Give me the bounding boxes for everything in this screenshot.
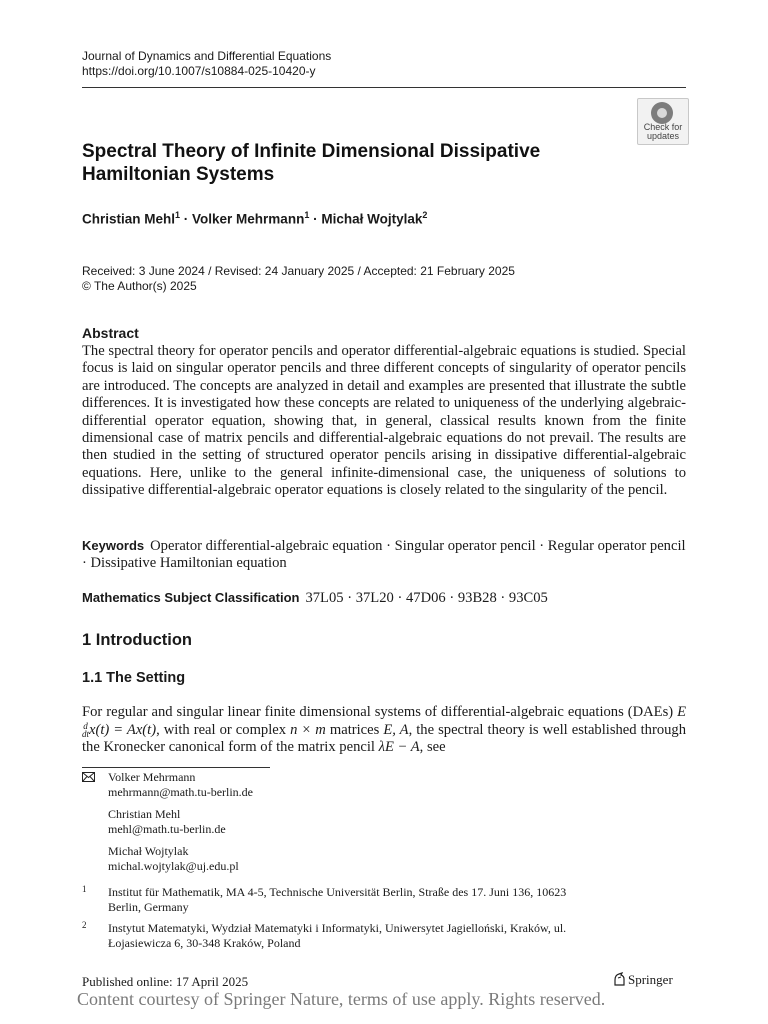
crossmark-icon [651, 102, 673, 124]
author-separator: · [180, 211, 193, 227]
intro-text: , the spectral theory is well established through the Kronecker canonical form of the matrix pencil [82, 721, 687, 756]
author-name[interactable]: Volker Mehrmann [192, 211, 305, 227]
article-history [82, 264, 515, 294]
contact-entry [108, 844, 253, 874]
title-line-1: Spectral Theory of Infinite Dimensional Dissipative [82, 141, 541, 162]
courtesy-notice: Content courtesy of Springer Nature, terms of use apply. Rights reserved. [77, 989, 606, 1009]
msc-label: Mathematics Subject Classification [82, 590, 300, 605]
author-list [82, 210, 427, 227]
envelope-icon [82, 772, 95, 782]
intro-paragraph [82, 704, 686, 757]
abstract-heading: Abstract [82, 325, 139, 341]
affiliation-2 [82, 921, 686, 951]
affiliation-line: Institut für Mathematik, MA 4-5, Technische Universität Berlin, Straße des 17. Juni 136, 10623 [108, 885, 567, 899]
header-divider [82, 87, 686, 88]
keywords-block [82, 537, 686, 573]
math-fraction [82, 722, 89, 738]
publisher-name: Springer [628, 972, 673, 987]
keywords-label: Keywords [82, 538, 145, 553]
intro-text: , with real or complex [156, 721, 291, 738]
math-matrices: E, A [383, 721, 409, 738]
copyright-line: © The Author(s) 2025 [82, 279, 197, 293]
affiliation-number: 1 [82, 884, 87, 894]
fraction-denominator: dt [82, 729, 90, 740]
affiliation-line: Berlin, Germany [108, 900, 189, 914]
author-affiliation-mark: 1 [304, 210, 310, 220]
affiliation-1 [82, 885, 686, 915]
affiliation-line: Łojasiewicza 6, 30-348 Kraków, Poland [108, 936, 301, 950]
abstract-body: The spectral theory for operator pencils and operator differential-algebraic equations is studied. Special focus is laid on singular operator pencils and three different concepts of singularity of operator pencils are introduced. The concepts are analyzed in detail and examples are presented that illustrate the subtle differences. It is investigated how these concepts are related to uniqueness of the underlying algebraic-differential operator equation, showing that, in general, classical results known from the finite dimensional case of matrix pencils and differential-algebraic equations do not prevail. The results are then studied in the setting of structured operator pencils arising in dissipative differential-algebraic equations. Here, unlike to the general infinite-dimensional case, the uniqueness of solutions to dissipative differential-algebraic operator equations is closely related to the singularity of the pencil. [82, 343, 686, 499]
math-equation: x(t) = Ax(t) [89, 721, 157, 738]
contact-name: Michał Wojtylak [108, 844, 189, 858]
author-separator: · [309, 211, 322, 227]
paper-title [82, 140, 602, 186]
doi-link[interactable]: https://doi.org/10.1007/s10884-025-10420-y [82, 64, 316, 78]
contact-entry [108, 770, 253, 800]
footnote-divider [82, 767, 270, 768]
journal-header [82, 49, 331, 79]
math-symbol: E [677, 704, 686, 720]
corresponding-contacts [108, 770, 253, 881]
crossmark-label-1: Check for [643, 122, 683, 132]
springer-logo [612, 972, 673, 988]
subsection-heading-setting: 1.1 The Setting [82, 670, 186, 686]
author-name[interactable]: Michał Wojtylak [321, 211, 423, 227]
title-line-2: Hamiltonian Systems [82, 164, 275, 185]
contact-email[interactable]: mehl@math.tu-berlin.de [108, 822, 226, 836]
intro-text: , see [419, 739, 446, 756]
check-for-updates-badge[interactable] [637, 98, 689, 145]
contact-name: Volker Mehrmann [108, 770, 196, 784]
author-affiliation-mark: 2 [422, 210, 428, 220]
math-pencil: λE − A [378, 739, 420, 756]
msc-block [82, 590, 548, 607]
keywords-text: Operator differential-algebraic equation · Singular operator pencil · Regular operator pencil · Dissipative Hamiltonian equation [82, 538, 686, 572]
contact-name: Christian Mehl [108, 807, 181, 821]
msc-codes: 37L05 · 37L20 · 47D06 · 93B28 · 93C05 [305, 590, 548, 606]
author-affiliation-mark: 1 [175, 210, 181, 220]
author-name[interactable]: Christian Mehl [82, 211, 176, 227]
contact-email[interactable]: michal.wojtylak@uj.edu.pl [108, 859, 239, 873]
affiliation-number: 2 [82, 920, 87, 930]
springer-horse-icon [612, 972, 626, 986]
math-dimensions: n × m [290, 721, 326, 738]
fraction-numerator: d [83, 721, 88, 732]
history-dates: Received: 3 June 2024 / Revised: 24 January 2025 / Accepted: 21 February 2025 [82, 264, 515, 278]
section-heading-introduction: 1 Introduction [82, 631, 192, 649]
intro-text: matrices [325, 721, 384, 738]
published-online: Published online: 17 April 2025 [82, 974, 249, 989]
contact-email[interactable]: mehrmann@math.tu-berlin.de [108, 785, 254, 799]
contact-entry [108, 807, 253, 837]
crossmark-label-2: updates [646, 131, 680, 141]
journal-name: Journal of Dynamics and Differential Equations [82, 49, 332, 63]
intro-text: For regular and singular linear finite dimensional systems of differential-algebraic equations (DAEs) [82, 704, 678, 720]
affiliation-line: Instytut Matematyki, Wydział Matematyki i Informatyki, Uniwersytet Jagielloński, Kraków, ul. [108, 921, 567, 935]
